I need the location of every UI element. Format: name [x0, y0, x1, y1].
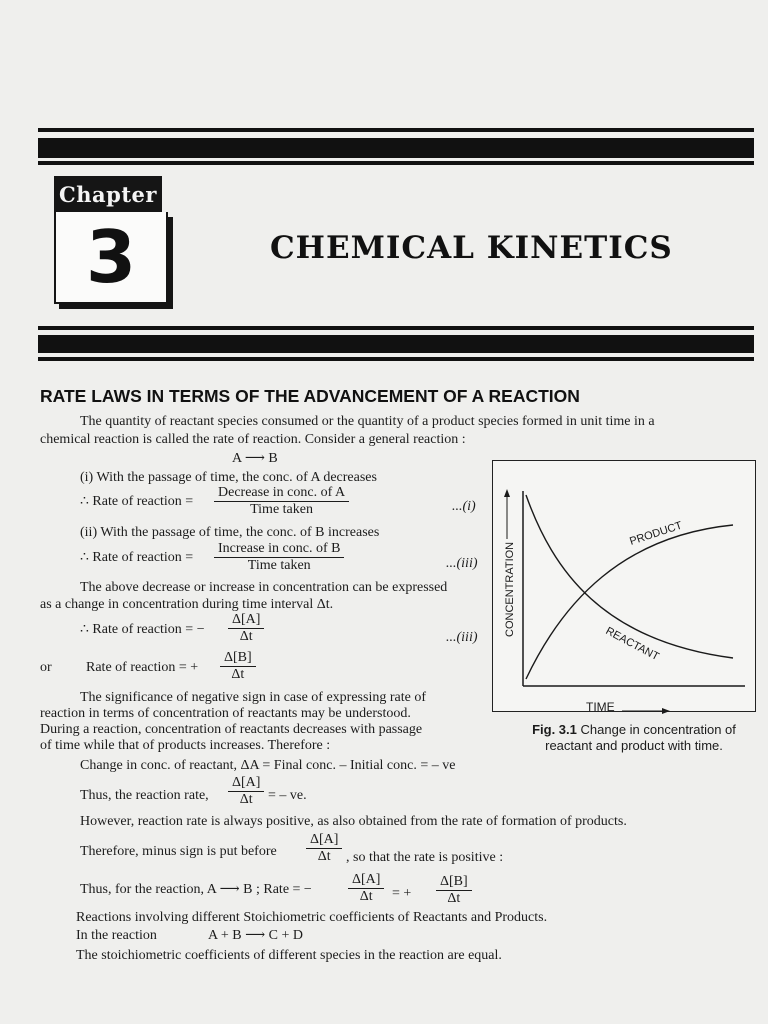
fraction-numerator: Δ[A]	[310, 832, 339, 847]
fraction-numerator: Decrease in conc. of A	[218, 485, 346, 500]
chapter-number-box	[54, 212, 168, 304]
x-axis-label: TIME	[586, 700, 615, 714]
fraction-delta-a-4	[350, 872, 382, 905]
fraction-denominator: Δt	[436, 890, 472, 907]
product-label: PRODUCT	[628, 519, 684, 548]
general-reaction: A ⟶ B	[232, 451, 278, 466]
significance-line-2: reaction in terms of concentration of reactants may be understood.	[40, 706, 411, 721]
therefore-suffix: , so that the rate is positive :	[346, 850, 504, 865]
fraction-denominator: Δt	[348, 888, 384, 905]
equation-tag-iii-a: ...(iii)	[446, 556, 478, 571]
thus-for-reaction: Thus, for the reaction, A ⟶ B ; Rate = −	[80, 882, 312, 897]
figure-caption	[516, 722, 752, 754]
thus-rate-prefix: Thus, the reaction rate,	[80, 788, 209, 803]
or-label: or	[40, 660, 52, 675]
intro-line-1: The quantity of reactant species consumed or the quantity of a product species formed in unit time in a	[80, 414, 655, 429]
fraction-delta-a	[230, 612, 262, 645]
x-axis-arrow	[622, 706, 672, 716]
chapter-number: 3	[85, 215, 137, 299]
chapter-title: CHEMICAL KINETICS	[270, 230, 673, 266]
fraction-denominator: Time taken	[214, 501, 349, 518]
fraction-delta-a-2	[230, 775, 262, 808]
expression-line-2: as a change in concentration during time interval Δt.	[40, 597, 334, 612]
in-reaction-equation: A + B ⟶ C + D	[208, 928, 303, 943]
stoichiometric-line: The stoichiometric coefficients of different species in the reaction are equal.	[76, 948, 502, 963]
header-rule-top-thick	[38, 138, 754, 158]
fraction-denominator: Δt	[220, 666, 256, 683]
therefore-prefix: Therefore, minus sign is put before	[80, 844, 277, 859]
rate-prefix-3: ∴ Rate of reaction = −	[80, 622, 205, 637]
y-axis-arrow-head	[504, 489, 510, 497]
equals-plus: = +	[392, 886, 412, 901]
fraction-delta-b	[222, 650, 254, 683]
figure-caption-label: Fig. 3.1	[532, 722, 577, 737]
in-reaction-label: In the reaction	[76, 928, 157, 943]
fraction-denominator: Time taken	[214, 557, 344, 574]
point-ii: (ii) With the passage of time, the conc. of B increases	[80, 525, 380, 540]
rate-prefix-4: Rate of reaction = +	[86, 660, 199, 675]
reactant-curve	[526, 495, 733, 658]
equation-tag-iii-b: ...(iii)	[446, 630, 478, 645]
fraction-numerator: Increase in conc. of B	[218, 541, 341, 556]
equation-tag-i: ...(i)	[452, 499, 476, 514]
chapter-label: Chapter	[54, 176, 162, 212]
fraction-numerator: Δ[A]	[352, 872, 381, 887]
rate-prefix-2: ∴ Rate of reaction =	[80, 550, 194, 565]
header-rule-bottom-thick	[38, 335, 754, 353]
reactions-line: Reactions involving different Stoichiometric coefficients of Reactants and Products.	[76, 910, 548, 925]
point-i: (i) With the passage of time, the conc. of A decreases	[80, 470, 377, 485]
however-line: However, reaction rate is always positive, as also obtained from the rate of formation of products.	[80, 814, 627, 829]
fraction-numerator: Δ[B]	[224, 650, 252, 665]
y-axis-label: CONCENTRATION	[504, 541, 516, 637]
fraction-numerator: Δ[B]	[440, 874, 468, 889]
rate-prefix-1: ∴ Rate of reaction =	[80, 494, 194, 509]
fraction-delta-a-3	[308, 832, 340, 865]
significance-line-3: During a reaction, concentration of reactants decreases with passage	[40, 722, 423, 737]
figure-box	[492, 460, 756, 712]
fraction-delta-b-2	[438, 874, 470, 907]
reactant-label: REACTANT	[603, 625, 661, 664]
fraction-numerator: Δ[A]	[232, 612, 261, 627]
product-curve	[526, 525, 733, 679]
fraction-decrease-a	[216, 485, 347, 518]
thus-rate-suffix: = – ve.	[268, 788, 307, 803]
header-rule-bottom-thin	[38, 326, 754, 330]
intro-line-2: chemical reaction is called the rate of reaction. Consider a general reaction :	[40, 432, 466, 447]
concentration-time-graph	[493, 461, 755, 711]
figure-caption-text: Change in concentration of reactant and product with time.	[545, 722, 736, 753]
fraction-denominator: Δt	[228, 628, 264, 645]
significance-line-4: of time while that of products increases. Therefore :	[40, 738, 331, 753]
header-rule-bottom-thin-2	[38, 357, 754, 361]
significance-line-1: The significance of negative sign in case of expressing rate of	[80, 690, 426, 705]
expression-line-1: The above decrease or increase in concentration can be expressed	[80, 580, 448, 595]
header-rule-top-thin-2	[38, 161, 754, 165]
change-line: Change in conc. of reactant, ΔA = Final conc. – Initial conc. = – ve	[80, 758, 456, 773]
fraction-denominator: Δt	[306, 848, 342, 865]
fraction-numerator: Δ[A]	[232, 775, 261, 790]
section-heading: RATE LAWS IN TERMS OF THE ADVANCEMENT OF A REACTION	[40, 386, 580, 406]
fraction-increase-b	[216, 541, 342, 574]
header-rule-top-thin	[38, 128, 754, 132]
fraction-denominator: Δt	[228, 791, 264, 808]
